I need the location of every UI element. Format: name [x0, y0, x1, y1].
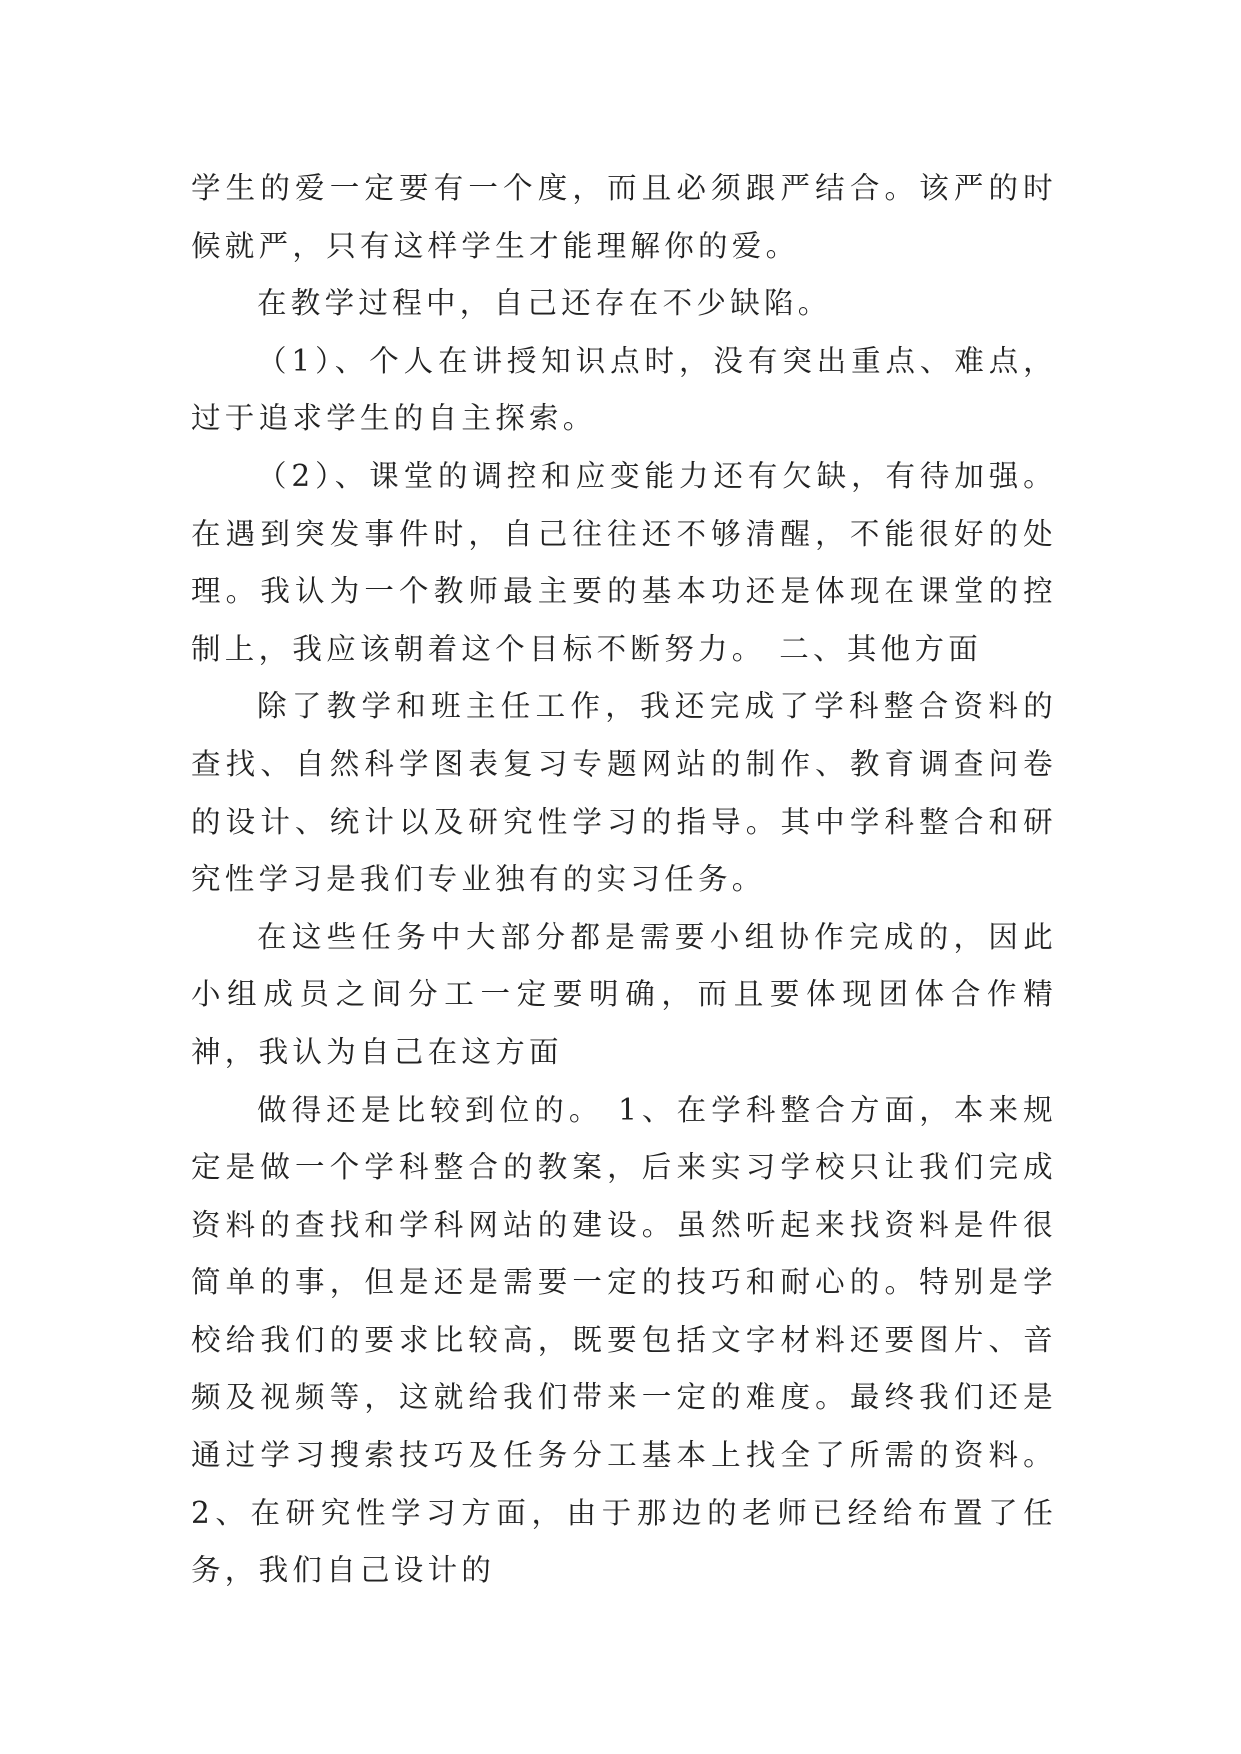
paragraph-4: （2）、课堂的调控和应变能力还有欠缺，有待加强。在遇到突发事件时，自己往往还不够清醒，不能很好的处理。我认为一个教师最主要的基本功还是体现在课堂的控制上，我应该朝着这个目标不断努力。 二、其他方面: [191, 458, 1057, 666]
paragraph-2: 在教学过程中，自己还存在不少缺陷。: [257, 286, 832, 321]
document-body: [191, 160, 1057, 1600]
paragraph-7: 做得还是比较到位的。 1、在学科整合方面，本来规定是做一个学科整合的教案，后来实习学校只让我们完成资料的查找和学科网站的建设。虽然听起来找资料是件很简单的事，但是还是需要一定的技巧和耐心的。特别是学校给我们的要求比较高，既要包括文字材料还要图片、音频及视频等，这就给我们带来一定的难度。最终我们还是通过学习搜索技巧及任务分工基本上找全了所需的资料。2、在研究性学习方面，由于那边的老师已经给布置了任务，我们自己设计的: [191, 1092, 1057, 1588]
paragraph-6: 在这些任务中大部分都是需要小组协作完成的，因此小组成员之间分工一定要明确，而且要体现团体合作精神，我认为自己在这方面: [191, 919, 1057, 1069]
paragraph-1: 学生的爱一定要有一个度，而且必须跟严结合。该严的时候就严，只有这样学生才能理解你的爱。: [191, 171, 1057, 263]
paragraph-3: （1）、个人在讲授知识点时，没有突出重点、难点，过于追求学生的自主探索。: [191, 343, 1057, 436]
paragraph-5: 除了教学和班主任工作，我还完成了学科整合资料的查找、自然科学图表复习专题网站的制作、教育调查问卷的设计、统计以及研究性学习的指导。其中学科整合和研究性学习是我们专业独有的实习任务。: [191, 689, 1057, 897]
